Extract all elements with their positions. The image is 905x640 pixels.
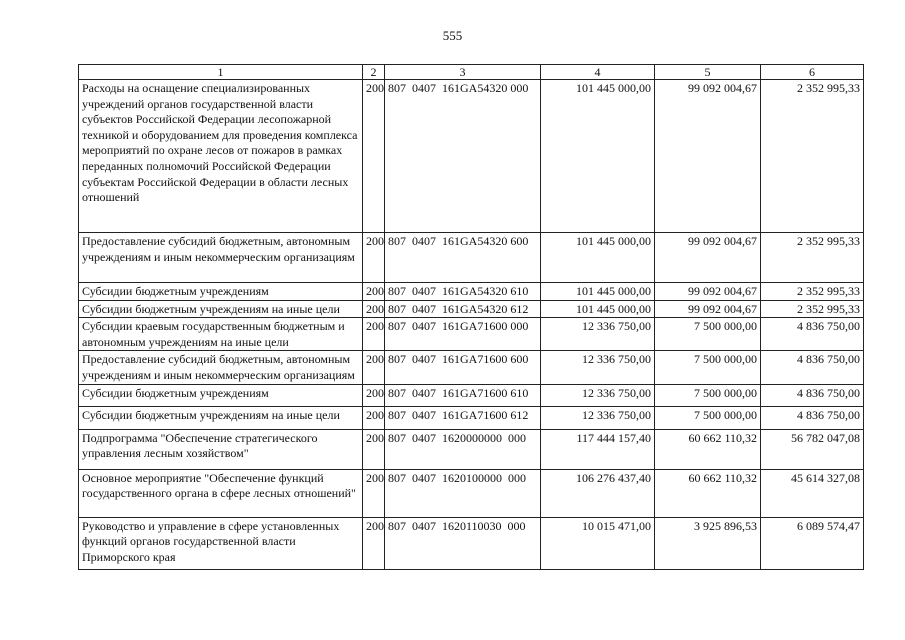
row-col2: 200 [363, 384, 385, 406]
row-name: Руководство и управление в сфере установленных функций органов государственной власти Приморского края [79, 517, 363, 569]
row-col4: 12 336 750,00 [541, 406, 655, 429]
row-col5: 99 092 004,67 [655, 80, 761, 233]
row-col2: 200 [363, 517, 385, 569]
row-code: 807 0407 161GA54320 610 [385, 283, 541, 301]
table-row [79, 384, 864, 406]
header-cell: 5 [655, 65, 761, 80]
table-row [79, 233, 864, 283]
row-col4: 101 445 000,00 [541, 300, 655, 318]
row-code: 807 0407 161GA71600 610 [385, 384, 541, 406]
row-code: 807 0407 161GA54320 000 [385, 80, 541, 233]
row-name: Подпрограмма "Обеспечение стратегического управления лесным хозяйством" [79, 429, 363, 469]
row-col4: 10 015 471,00 [541, 517, 655, 569]
row-name: Основное мероприятие "Обеспечение функций государственного органа в сфере лесных отношений" [79, 469, 363, 517]
header-cell: 6 [761, 65, 864, 80]
row-col6: 56 782 047,08 [761, 429, 864, 469]
table-row [79, 517, 864, 569]
row-col4: 101 445 000,00 [541, 283, 655, 301]
row-col5: 3 925 896,53 [655, 517, 761, 569]
table-row [79, 406, 864, 429]
row-col5: 60 662 110,32 [655, 469, 761, 517]
row-code: 807 0407 161GA54320 612 [385, 300, 541, 318]
row-name: Субсидии бюджетным учреждениям на иные цели [79, 406, 363, 429]
row-name: Субсидии бюджетным учреждениям [79, 283, 363, 301]
row-col6: 2 352 995,33 [761, 80, 864, 233]
row-col5: 7 500 000,00 [655, 406, 761, 429]
page-number: 555 [442, 28, 463, 43]
header-cell: 4 [541, 65, 655, 80]
row-name: Предоставление субсидий бюджетным, автономным учреждениям и иным некоммерческим организациям [79, 351, 363, 384]
header-cell: 2 [363, 65, 385, 80]
row-col6: 2 352 995,33 [761, 233, 864, 283]
row-col2: 200 [363, 300, 385, 318]
row-col6: 4 836 750,00 [761, 351, 864, 384]
header-cell: 1 [79, 65, 363, 80]
row-col2: 200 [363, 351, 385, 384]
row-col6: 2 352 995,33 [761, 283, 864, 301]
table-row [79, 469, 864, 517]
row-code: 807 0407 161GA71600 612 [385, 406, 541, 429]
row-code: 807 0407 161GA71600 000 [385, 318, 541, 351]
row-col4: 12 336 750,00 [541, 384, 655, 406]
row-col2: 200 [363, 283, 385, 301]
row-col4: 12 336 750,00 [541, 351, 655, 384]
row-col2: 200 [363, 233, 385, 283]
row-col2: 200 [363, 406, 385, 429]
row-col4: 101 445 000,00 [541, 80, 655, 233]
row-col5: 7 500 000,00 [655, 351, 761, 384]
row-code: 807 0407 161GA54320 600 [385, 233, 541, 283]
row-code: 807 0407 1620100000 000 [385, 469, 541, 517]
row-name: Субсидии краевым государственным бюджетным и автономным учреждениям на иные цели [79, 318, 363, 351]
row-col2: 200 [363, 318, 385, 351]
row-col4: 117 444 157,40 [541, 429, 655, 469]
row-col5: 99 092 004,67 [655, 283, 761, 301]
row-col5: 60 662 110,32 [655, 429, 761, 469]
row-name: Расходы на оснащение специализированных учреждений органов государственной власти субъектов Российской Федерации лесопожарной техникой и оборудованием для проведения комплекса мероприятий по охране лесов от пожаров в рамках переданных полномочий Российской Федерации субъектам Российской Федерации в области лесных отношений [79, 80, 363, 233]
table-row [79, 300, 864, 318]
row-col5: 7 500 000,00 [655, 318, 761, 351]
row-col2: 200 [363, 429, 385, 469]
row-name: Субсидии бюджетным учреждениям на иные цели [79, 300, 363, 318]
header-cell: 3 [385, 65, 541, 80]
row-col5: 7 500 000,00 [655, 384, 761, 406]
row-col6: 4 836 750,00 [761, 406, 864, 429]
row-col5: 99 092 004,67 [655, 300, 761, 318]
row-col4: 12 336 750,00 [541, 318, 655, 351]
row-col4: 101 445 000,00 [541, 233, 655, 283]
row-col6: 2 352 995,33 [761, 300, 864, 318]
budget-table [78, 64, 864, 570]
table-row [79, 283, 864, 301]
row-code: 807 0407 1620110030 000 [385, 517, 541, 569]
row-col6: 4 836 750,00 [761, 384, 864, 406]
row-col2: 200 [363, 80, 385, 233]
table-row [79, 80, 864, 233]
row-col6: 4 836 750,00 [761, 318, 864, 351]
row-col6: 45 614 327,08 [761, 469, 864, 517]
row-col2: 200 [363, 469, 385, 517]
row-code: 807 0407 1620000000 000 [385, 429, 541, 469]
header-row [79, 65, 864, 80]
row-col6: 6 089 574,47 [761, 517, 864, 569]
row-name: Субсидии бюджетным учреждениям [79, 384, 363, 406]
row-col4: 106 276 437,40 [541, 469, 655, 517]
row-col5: 99 092 004,67 [655, 233, 761, 283]
table-row [79, 351, 864, 384]
row-name: Предоставление субсидий бюджетным, автономным учреждениям и иным некоммерческим организациям [79, 233, 363, 283]
table-row [79, 429, 864, 469]
table-row [79, 318, 864, 351]
row-code: 807 0407 161GA71600 600 [385, 351, 541, 384]
